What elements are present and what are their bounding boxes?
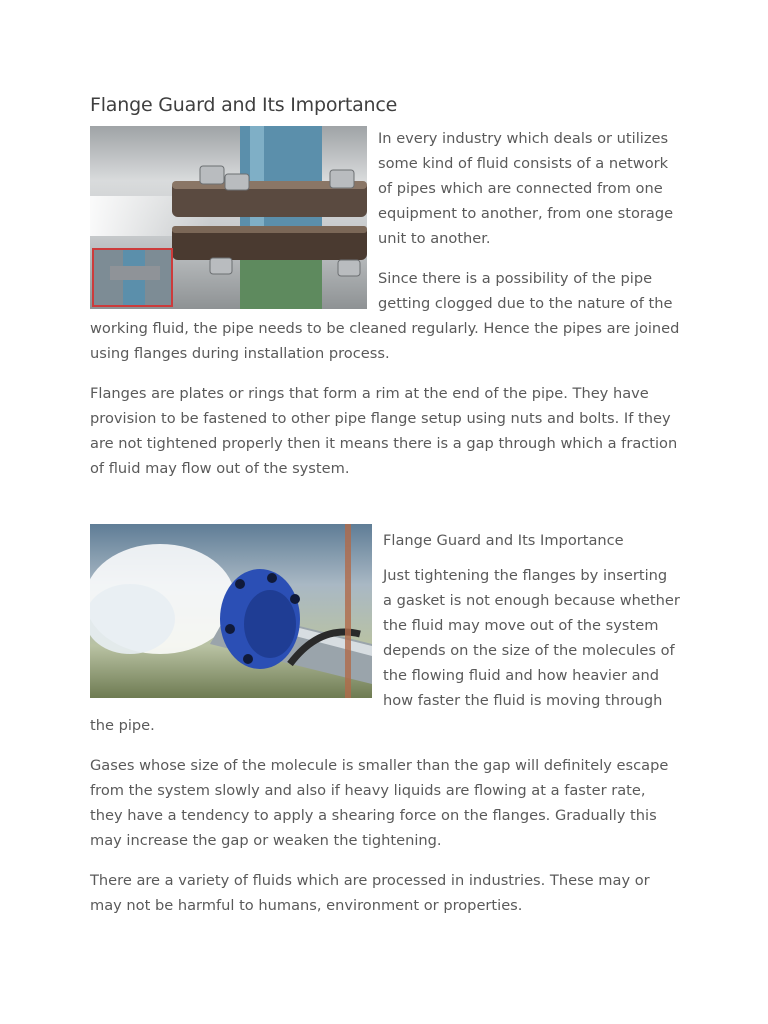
paragraph-6: There are a variety of fluids which are processed in industries. These may or may not be harmful to humans, environment or properties.	[90, 872, 650, 914]
paragraph-5: Gases whose size of the molecule is smaller than the gap will definitely escape from the system slowly and also if heavy liquids are flowing at a faster rate, they have a tendency to apply a shearing force on the flanges. Gradually this may increase the gap or weaken the tightening.	[90, 757, 669, 849]
blue-flange-leak-photo	[90, 524, 372, 698]
section-subheading: Flange Guard and Its Importance	[383, 532, 624, 549]
paragraph-3: Flanges are plates or rings that form a rim at the end of the pipe. They have provision to be fastened to other pipe flange setup using nuts and bolts. If they are not tightened properly then it means there is a gap through which a fraction of fluid may flow out of the system.	[90, 385, 678, 477]
paragraph-2: Since there is a possibility of the pipe getting clogged due to the nature of the working fluid, the pipe needs to be cleaned regularly. Hence the pipes are joined using flanges during installation process.	[90, 270, 680, 362]
paragraph-1: In every industry which deals or utilizes some kind of fluid consists of a network of pipes which are connected from one equipment to another, from one storage unit to another.	[378, 130, 674, 247]
article	[90, 92, 680, 933]
page-title: Flange Guard and Its Importance	[90, 94, 398, 116]
flange-pipe-spray-photo	[90, 126, 367, 309]
paragraph-4: Just tightening the flanges by inserting a gasket is not enough because whether the fluid may move out of the system depends on the size of the molecules of the flowing fluid and how heavier and how faster the fluid is moving through the pipe.	[90, 567, 680, 734]
